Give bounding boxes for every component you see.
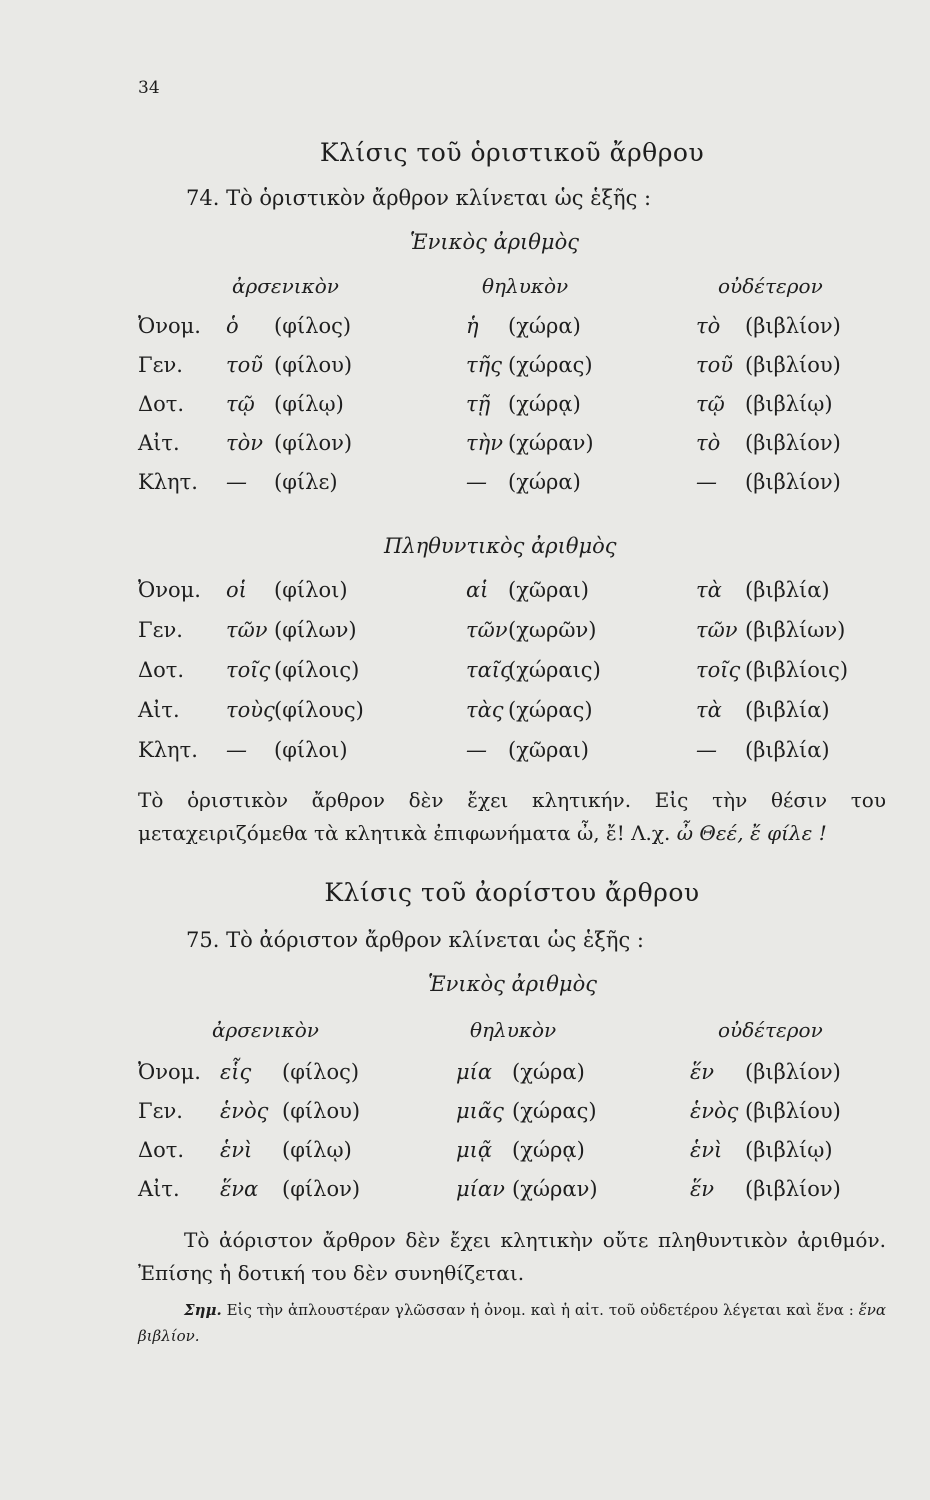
masculine-word: (φίλος) (274, 314, 352, 338)
table-row (0, 470, 930, 502)
neuter-word: (βιβλίῳ) (745, 1138, 833, 1162)
masculine-article: — (226, 738, 247, 762)
masculine-word: (φίλῳ) (282, 1138, 352, 1162)
remark-text: Εἰς τὴν ἁπλουστέραν γλῶσσαν ἡ ὀνομ. καὶ ἡ αἰτ. τοῦ οὐδετέρου λέγεται καὶ ἕνα : (226, 1301, 854, 1319)
masculine-article: ἑνὸς (220, 1099, 269, 1123)
neuter-word: (βιβλίον) (745, 1177, 841, 1201)
feminine-word: (χώρα) (508, 470, 581, 494)
feminine-article: — (466, 738, 487, 762)
neuter-article: τὰ (696, 578, 722, 602)
neuter-article: τὸ (696, 431, 721, 455)
neuter-article: τοῦ (696, 353, 734, 377)
neuter-word: (βιβλίον) (745, 431, 841, 455)
page-number: 34 (138, 78, 160, 98)
section-title-indefinite: Κλίσις τοῦ ἀορίστου ἄρθρου (324, 878, 700, 907)
masculine-word: (φίλοι) (274, 738, 348, 762)
neuter-word: (βιβλίον) (745, 1060, 841, 1084)
neuter-article: τῷ (696, 392, 725, 416)
feminine-article: — (466, 470, 487, 494)
feminine-word: (χώρας) (508, 353, 593, 377)
masculine-article: τοῦ (226, 353, 264, 377)
feminine-article: τὴν (466, 431, 503, 455)
header-feminine-indef: θηλυκὸν (470, 1018, 557, 1042)
feminine-article: μιᾷ (456, 1138, 493, 1162)
case-label: Γεν. (138, 618, 183, 642)
feminine-word: (χωρῶν) (508, 618, 597, 642)
neuter-word: (βιβλία) (745, 698, 830, 722)
masculine-word: (φίλους) (274, 698, 364, 722)
neuter-article: — (696, 738, 717, 762)
neuter-article: τὸ (696, 314, 721, 338)
masculine-word: (φίλον) (282, 1177, 361, 1201)
masculine-word: (φίλε) (274, 470, 338, 494)
case-label: Ὀνομ. (138, 578, 201, 602)
feminine-word: (χώρας) (508, 698, 593, 722)
masculine-article: τοὺς (226, 698, 275, 722)
case-label: Αἰτ. (138, 431, 180, 455)
masculine-word: (φίλον) (274, 431, 353, 455)
feminine-word: (χώρᾳ) (512, 1138, 585, 1162)
neuter-article: τὰ (696, 698, 722, 722)
neuter-word: (βιβλίου) (745, 353, 841, 377)
remark-label: Σημ. (184, 1301, 222, 1319)
table-row (0, 392, 930, 424)
table-row (0, 738, 930, 770)
table-row (0, 1099, 930, 1131)
case-label: Αἰτ. (138, 698, 180, 722)
case-label: Γεν. (138, 353, 183, 377)
table-row (0, 698, 930, 730)
masculine-word: (φίλου) (282, 1099, 361, 1123)
masculine-article: — (226, 470, 247, 494)
table-row (0, 1138, 930, 1170)
definite-note-example: ὦ Θεέ, ἔ φίλε ! (676, 821, 827, 845)
feminine-word: (χώραις) (508, 658, 601, 682)
masculine-article: τοῖς (226, 658, 271, 682)
feminine-article: μιᾶς (456, 1099, 504, 1123)
neuter-word: (βιβλίοις) (745, 658, 849, 682)
case-label: Ὀνομ. (138, 1060, 201, 1084)
feminine-word: (χώρᾳ) (508, 392, 581, 416)
neuter-article: ἕν (690, 1060, 715, 1084)
singular-heading-indefinite: Ἑνικὸς ἀριθμὸς (428, 972, 597, 996)
neuter-article: τοῖς (696, 658, 741, 682)
definite-note-text: Τὸ ὁριστικὸν ἄρθρον δὲν ἔχει κλητικήν. Εἰς τὴν θέσιν του μεταχειριζόμεθα τὰ κλητικὰ ἐπιφωνήματα ὦ, ἔ! Λ.χ. (138, 788, 886, 845)
neuter-word: (βιβλίῳ) (745, 392, 833, 416)
neuter-article: ἕν (690, 1177, 715, 1201)
neuter-word: (βιβλίου) (745, 1099, 841, 1123)
feminine-article: αἱ (466, 578, 489, 602)
feminine-word: (χῶραι) (508, 738, 589, 762)
masculine-word: (φίλου) (274, 353, 353, 377)
feminine-article: ταῖς (466, 658, 512, 682)
neuter-word: (βιβλία) (745, 578, 830, 602)
feminine-word: (χώρα) (508, 314, 581, 338)
plural-heading-definite: Πληθυντικὸς ἀριθμὸς (384, 534, 617, 558)
masculine-article: ἑνὶ (220, 1138, 253, 1162)
table-row (0, 1177, 930, 1209)
table-row (0, 618, 930, 650)
case-label: Γεν. (138, 1099, 183, 1123)
table-row (0, 431, 930, 463)
remark (138, 1297, 886, 1349)
header-neuter-indef: οὐδέτερον (718, 1018, 823, 1042)
masculine-article: τῷ (226, 392, 255, 416)
masculine-article: τῶν (226, 618, 268, 642)
feminine-article: μίαν (456, 1177, 505, 1201)
section-title-definite: Κλίσις τοῦ ὁριστικοῦ ἄρθρου (319, 138, 705, 167)
table-row (0, 1060, 930, 1092)
feminine-word: (χῶραι) (508, 578, 589, 602)
case-label: Δοτ. (138, 658, 185, 682)
masculine-article: ὁ (226, 314, 239, 338)
table-row (0, 578, 930, 610)
header-masculine-indef: ἀρσενικὸν (212, 1018, 319, 1042)
feminine-word: (χώρα) (512, 1060, 585, 1084)
masculine-article: οἱ (226, 578, 247, 602)
case-label: Κλητ. (138, 470, 198, 494)
feminine-article: τῇ (466, 392, 491, 416)
table-row (0, 314, 930, 346)
masculine-article: εἷς (220, 1060, 252, 1084)
masculine-article: ἕνα (220, 1177, 259, 1201)
neuter-word: (βιβλίων) (745, 618, 846, 642)
case-label: Δοτ. (138, 392, 185, 416)
neuter-word: (βιβλίον) (745, 314, 841, 338)
neuter-article: ἑνὶ (690, 1138, 723, 1162)
neuter-article: — (696, 470, 717, 494)
feminine-article: τῆς (466, 353, 502, 377)
header-feminine: θηλυκὸν (482, 274, 569, 298)
masculine-word: (φίλοι) (274, 578, 348, 602)
neuter-article: ἑνὸς (690, 1099, 739, 1123)
remark-example: ἕνα βιβλίον. (138, 1301, 886, 1345)
feminine-article: ἡ (466, 314, 479, 338)
definite-note-paragraph (138, 784, 886, 850)
table-row (0, 353, 930, 385)
case-label: Ὀνομ. (138, 314, 201, 338)
masculine-article: τὸν (226, 431, 264, 455)
intro-indefinite: 75. Τὸ ἀόριστον ἄρθρον κλίνεται ὡς ἑξῆς : (186, 928, 644, 952)
masculine-word: (φίλῳ) (274, 392, 344, 416)
feminine-word: (χώραν) (512, 1177, 598, 1201)
case-label: Αἰτ. (138, 1177, 180, 1201)
header-masculine: ἀρσενικὸν (232, 274, 339, 298)
neuter-article: τῶν (696, 618, 738, 642)
feminine-article: τὰς (466, 698, 504, 722)
intro-definite: 74. Τὸ ὁριστικὸν ἄρθρον κλίνεται ὡς ἑξῆς : (186, 186, 652, 210)
feminine-word: (χώρας) (512, 1099, 597, 1123)
masculine-word: (φίλοις) (274, 658, 360, 682)
indefinite-paragraph: Τὸ ἀόριστον ἄρθρον δὲν ἔχει κλητικὴν οὔτε πληθυντικὸν ἀριθμόν. Ἐπίσης ἡ δοτική του δὲν συνηθίζεται. (138, 1228, 886, 1285)
feminine-article: τῶν (466, 618, 508, 642)
neuter-word: (βιβλία) (745, 738, 830, 762)
singular-heading-definite: Ἑνικὸς ἀριθμὸς (410, 230, 579, 254)
masculine-word: (φίλος) (282, 1060, 360, 1084)
header-neuter: οὐδέτερον (718, 274, 823, 298)
neuter-word: (βιβλίον) (745, 470, 841, 494)
table-row (0, 658, 930, 690)
feminine-article: μία (456, 1060, 493, 1084)
masculine-word: (φίλων) (274, 618, 357, 642)
case-label: Δοτ. (138, 1138, 185, 1162)
case-label: Κλητ. (138, 738, 198, 762)
feminine-word: (χώραν) (508, 431, 594, 455)
